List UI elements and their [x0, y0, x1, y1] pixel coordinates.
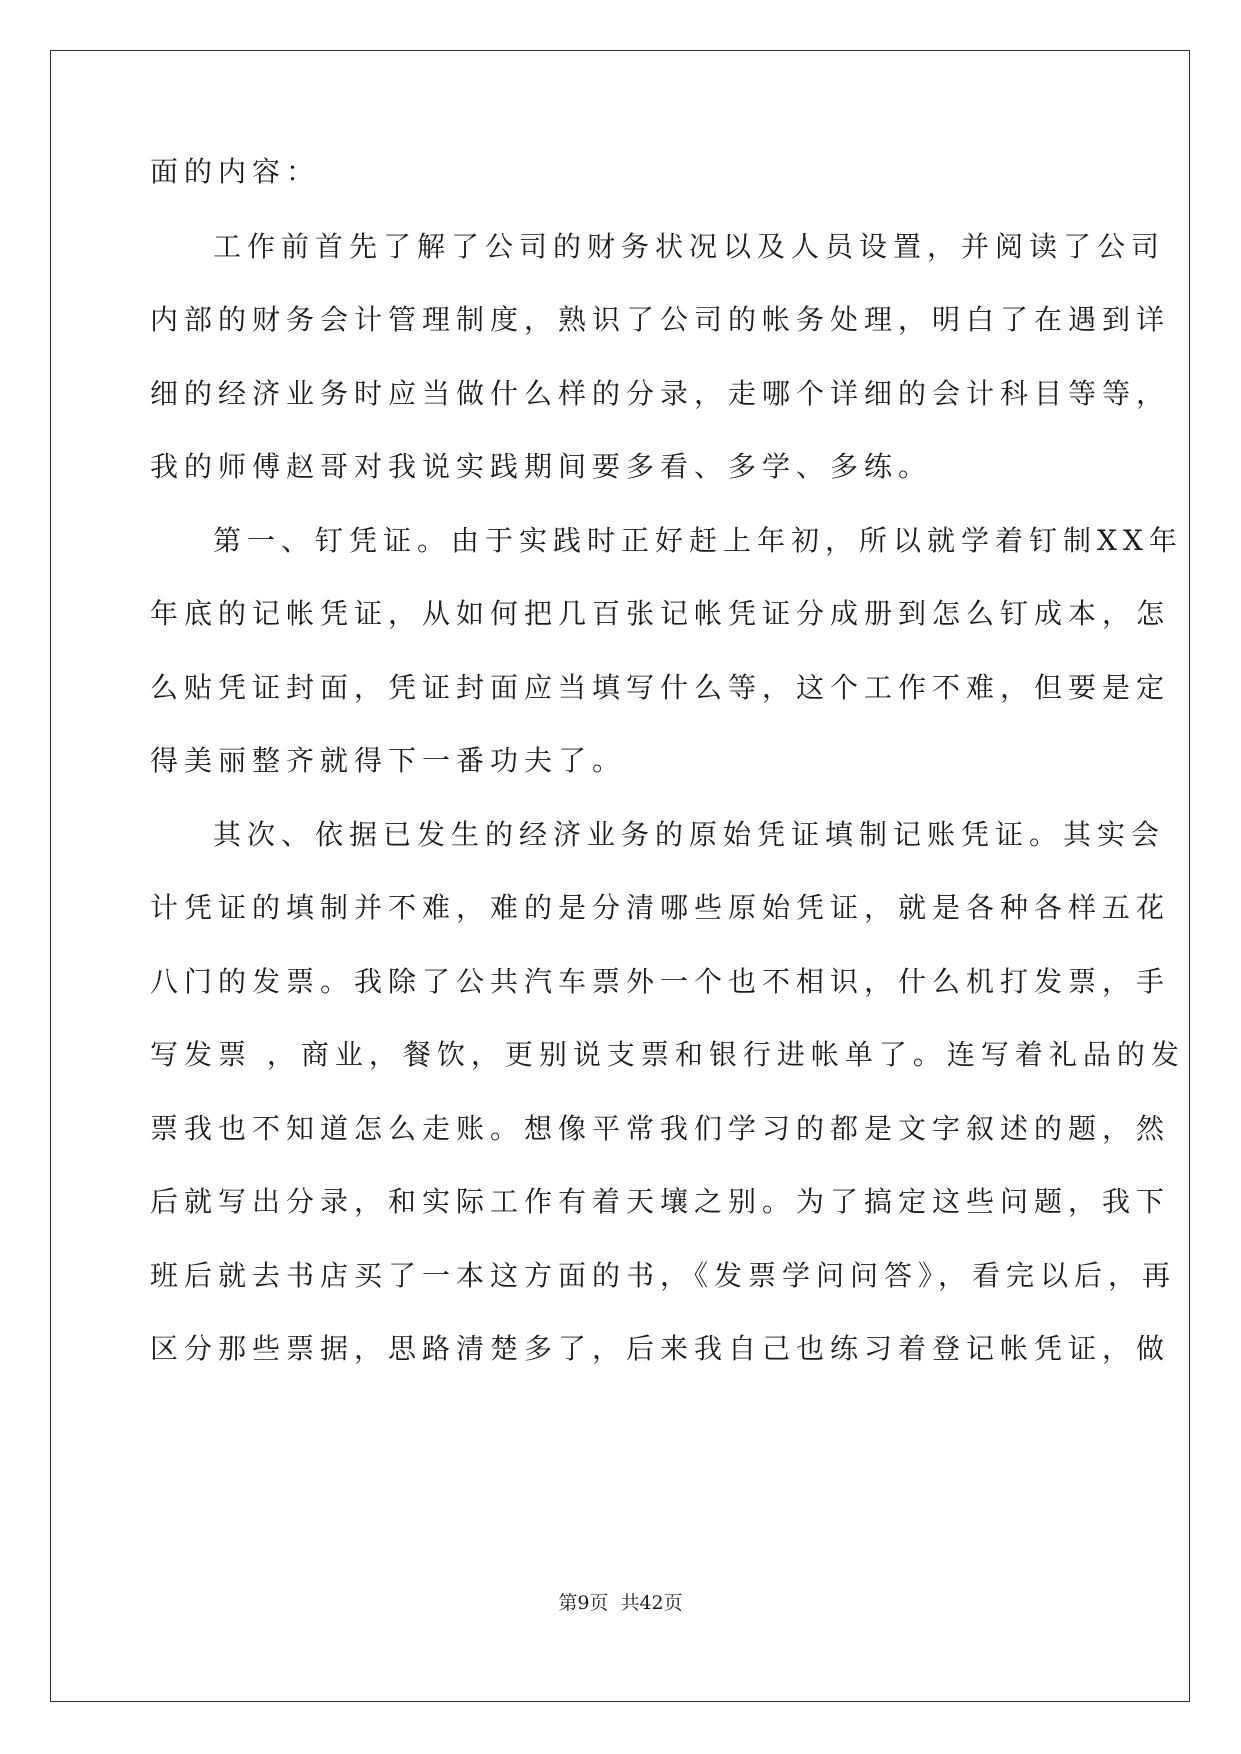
page-total: 共42页 — [620, 1592, 683, 1614]
page-border — [50, 50, 1190, 1702]
text-line: 区分那些票据，思路清楚多了，后来我自己也练习着登记帐凭证，做 — [150, 1332, 1171, 1365]
text-line: 写发票 ，商业，餐饮，更别说支票和银行进帐单了。连写着礼品的发 — [150, 1038, 1185, 1071]
text-line: 第一、钉凭证。由于实践时正好赶上年初，所以就学着钉制XX年 — [213, 524, 1183, 557]
text-line: 么贴凭证封面，凭证封面应当填写什么等，这个工作不难，但要是定 — [150, 671, 1171, 704]
text-line: 面的内容： — [150, 155, 321, 188]
text-line: 我的师傅赵哥对我说实践期间要多看、多学、多练。 — [150, 450, 933, 483]
text-line: 工作前首先了解了公司的财务状况以及人员设置，并阅读了公司 — [213, 230, 1166, 263]
text-line: 班后就去书店买了一本这方面的书，《发票学问问答》，看完以后，再 — [150, 1259, 1177, 1292]
text-line: 内部的财务会计管理制度，熟识了公司的帐务处理，明白了在遇到详 — [150, 303, 1171, 336]
page-number: 第9页 — [558, 1592, 609, 1614]
page-footer — [0, 1590, 1241, 1616]
text-line: 其次、依据已发生的经济业务的原始凭证填制记账凭证。其实会 — [213, 818, 1166, 851]
text-line: 细的经济业务时应当做什么样的分录，走哪个详细的会计科目等等， — [150, 377, 1171, 410]
text-line: 得美丽整齐就得下一番功夫了。 — [150, 744, 627, 777]
text-line: 计凭证的填制并不难，难的是分清哪些原始凭证，就是各种各样五花 — [150, 891, 1171, 924]
text-line: 八门的发票。我除了公共汽车票外一个也不相识，什么机打发票，手 — [150, 965, 1171, 998]
text-line: 票我也不知道怎么走账。想像平常我们学习的都是文字叙述的题，然 — [150, 1112, 1171, 1145]
text-line: 后就写出分录，和实际工作有着天壤之别。为了搞定这些问题，我下 — [150, 1185, 1171, 1218]
text-line: 年底的记帐凭证，从如何把几百张记帐凭证分成册到怎么钉成本，怎 — [150, 597, 1171, 630]
